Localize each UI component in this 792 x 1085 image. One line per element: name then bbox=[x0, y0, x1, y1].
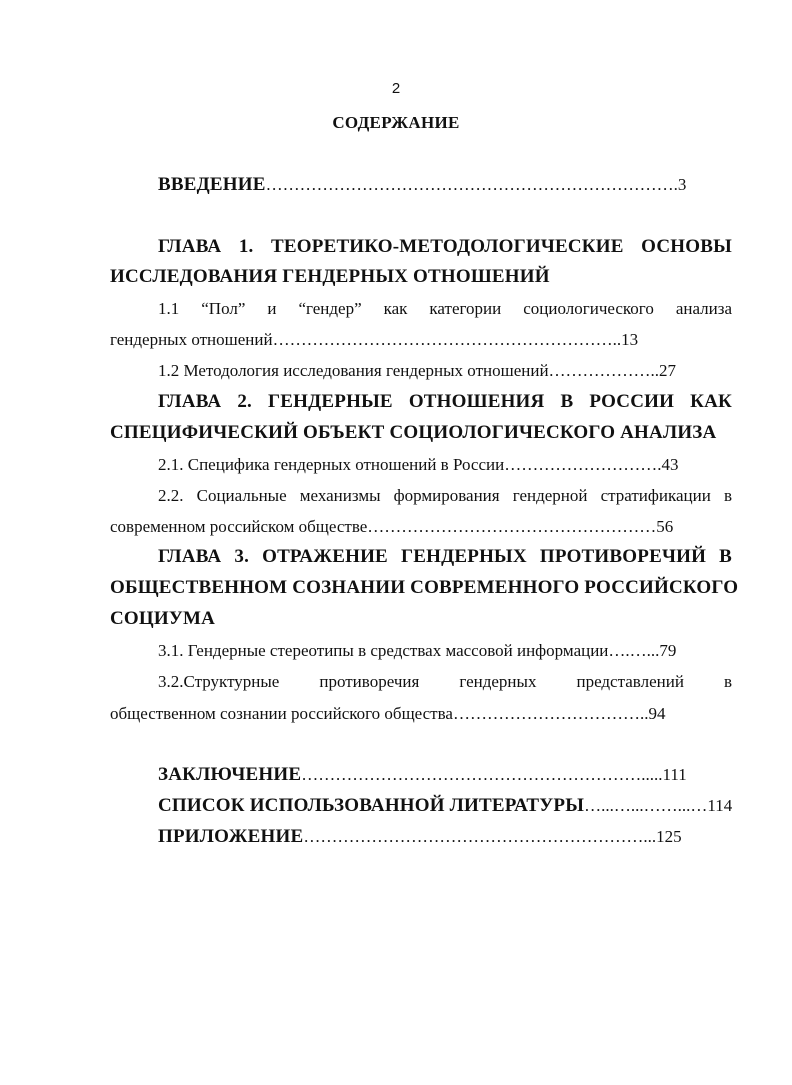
toc-entry-text: современном российском обществе bbox=[110, 517, 368, 536]
toc-page-number: 94 bbox=[648, 704, 666, 723]
toc-section-2-1[interactable] bbox=[158, 454, 678, 476]
toc-page-number: 27 bbox=[659, 361, 677, 380]
toc-entry-label: ПРИЛОЖЕНИЕ bbox=[158, 826, 304, 847]
page-number: 2 bbox=[391, 80, 401, 97]
toc-section-3-2-line-1[interactable]: 3.2.Структурные противоречия гендерных представлений в bbox=[158, 672, 732, 691]
toc-leader-dots: ……………………………………………………... bbox=[303, 827, 657, 846]
toc-leader-dots: ………………………. bbox=[504, 455, 662, 474]
toc-section-1-2[interactable] bbox=[158, 360, 676, 382]
toc-page-number: 43 bbox=[661, 455, 679, 474]
toc-page-number: 79 bbox=[659, 641, 677, 660]
toc-leader-dots: ……………………………………………………..... bbox=[301, 765, 663, 784]
toc-leader-dots: …………………………………………… bbox=[367, 517, 657, 536]
toc-section-2-2-line-2[interactable] bbox=[110, 516, 673, 538]
toc-entry-conclusion[interactable] bbox=[158, 764, 687, 786]
toc-chapter-2-line-1[interactable]: ГЛАВА 2. ГЕНДЕРНЫЕ ОТНОШЕНИЯ В РОССИИ КАК bbox=[158, 391, 732, 412]
toc-leader-dots: ….…... bbox=[608, 641, 660, 660]
toc-section-3-2-line-2[interactable] bbox=[110, 703, 665, 725]
toc-chapter-1-line-1[interactable]: ГЛАВА 1. ТЕОРЕТИКО-МЕТОДОЛОГИЧЕСКИЕ ОСНОВЫ bbox=[158, 236, 732, 257]
toc-entry-text: 3.1. Гендерные стереотипы в средствах массовой информации bbox=[158, 641, 609, 660]
toc-entry-text: общественном сознании российского общества bbox=[110, 704, 453, 723]
toc-leader-dots: …………………………………………………….. bbox=[272, 330, 622, 349]
toc-page-number: 114 bbox=[707, 796, 733, 815]
toc-section-2-2-line-1[interactable]: 2.2. Социальные механизмы формирования гендерной стратификации в bbox=[158, 486, 732, 505]
toc-page-number: 125 bbox=[656, 827, 682, 846]
toc-entry-text: 2.1. Специфика гендерных отношений в России bbox=[158, 455, 505, 474]
toc-leader-dots: …………………………….. bbox=[452, 704, 649, 723]
toc-chapter-2-line-2[interactable]: СПЕЦИФИЧЕСКИЙ ОБЪЕКТ СОЦИОЛОГИЧЕСКОГО АНАЛИЗА bbox=[110, 422, 717, 443]
toc-page-number: 56 bbox=[656, 517, 674, 536]
toc-entry-appendix[interactable] bbox=[158, 826, 682, 848]
toc-section-3-1[interactable] bbox=[158, 640, 676, 662]
toc-leader-dots: ……………….. bbox=[548, 361, 660, 380]
toc-chapter-1-line-2[interactable]: ИССЛЕДОВАНИЯ ГЕНДЕРНЫХ ОТНОШЕНИЙ bbox=[110, 266, 550, 287]
toc-leader-dots: ………………………………………………………………. bbox=[265, 175, 678, 194]
toc-entry-label: ВВЕДЕНИЕ bbox=[158, 174, 266, 195]
toc-entry-introduction[interactable] bbox=[158, 174, 686, 196]
page-title: СОДЕРЖАНИЕ bbox=[332, 113, 460, 132]
toc-chapter-3-line-2[interactable]: ОБЩЕСТВЕННОМ СОЗНАНИИ СОВРЕМЕННОГО РОССИЙСКОГО bbox=[110, 577, 739, 598]
toc-page-number: 111 bbox=[662, 765, 687, 784]
toc-section-1-1-line-2[interactable] bbox=[110, 329, 638, 351]
toc-page-number: 13 bbox=[621, 330, 639, 349]
toc-entry-text: 1.2 Методология исследования гендерных отношений bbox=[158, 361, 549, 380]
toc-leader-dots: …...…...……...… bbox=[584, 796, 708, 815]
toc-section-1-1-line-1[interactable]: 1.1 “Пол” и “гендер” как категории социологического анализа bbox=[158, 299, 732, 318]
toc-entry-label: СПИСОК ИСПОЛЬЗОВАННОЙ ЛИТЕРАТУРЫ bbox=[158, 795, 585, 816]
toc-entry-bibliography[interactable] bbox=[158, 795, 732, 817]
toc-chapter-3-line-3[interactable]: СОЦИУМА bbox=[110, 608, 216, 629]
toc-page-number: 3 bbox=[677, 175, 687, 194]
toc-entry-text: гендерных отношений bbox=[110, 330, 273, 349]
toc-chapter-3-line-1[interactable]: ГЛАВА 3. ОТРАЖЕНИЕ ГЕНДЕРНЫХ ПРОТИВОРЕЧИЙ В bbox=[158, 546, 732, 567]
toc-entry-label: ЗАКЛЮЧЕНИЕ bbox=[158, 764, 302, 785]
